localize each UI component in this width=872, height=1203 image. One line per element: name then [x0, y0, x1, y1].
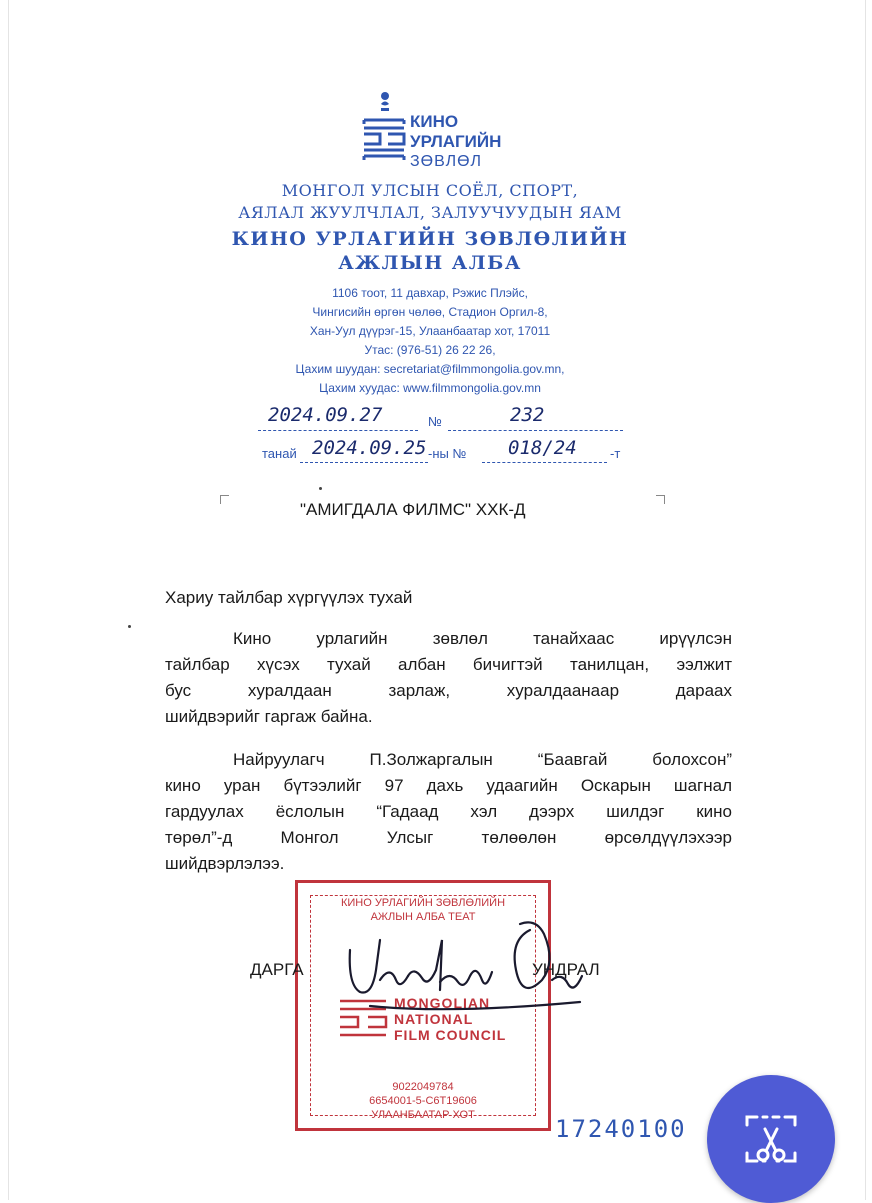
- paragraph-line: гардуулах ёслолын “Гадаад хэл дээрх шилдэг кино: [165, 802, 732, 821]
- signatory-title: ДАРГА: [250, 960, 304, 979]
- address-line: Чингисийн өргөн чөлөө, Стадион Оргил-8,: [312, 305, 548, 319]
- speck: [128, 625, 131, 628]
- stamp-english3: FILM COUNCIL: [394, 1027, 507, 1043]
- paragraph-line: төрөл”-д Монгол Улсыг төлөөлөн өрсөлдүүлэхээр: [165, 828, 732, 847]
- film-council-logo-icon: [360, 88, 408, 174]
- logo-line3: ЗӨВЛӨЛ: [410, 153, 483, 170]
- your-date: 2024.09.25: [312, 437, 427, 459]
- logo-line1: КИНО: [410, 112, 459, 131]
- stamp-city: УЛААНБААТАР ХОТ: [371, 1109, 475, 1121]
- paragraph-1: [165, 626, 732, 730]
- paragraph-line: Найруулагч П.Золжаргалын “Баавгай болохсон”: [233, 750, 732, 769]
- address-line: Хан-Уул дүүрэг-15, Улаанбаатар хот, 17011: [309, 324, 551, 338]
- stamp-english1: MONGOLIAN: [394, 995, 491, 1011]
- stamp-english2: NATIONAL: [394, 1011, 474, 1027]
- address-line: Цахим шуудан: secretariat@filmmongolia.gov.mn,: [295, 362, 565, 376]
- your-label: танай: [262, 446, 297, 461]
- paragraph-line: Кино урлагийн зөвлөл танайхаас ирүүлсэн: [233, 629, 732, 648]
- your-date-underline: [300, 462, 428, 463]
- number-label: №: [428, 414, 442, 429]
- addressee: "АМИГДАЛА ФИЛМС" ХХК-Д: [300, 500, 526, 519]
- your-tail: -т: [610, 446, 621, 461]
- office-line2: АЖЛЫН АЛБА: [338, 252, 522, 274]
- paragraph-line: шийдвэрлэлээ.: [165, 854, 285, 873]
- corner-mark: [656, 495, 665, 504]
- paragraph-line: кино уран бүтээлийг 97 дахь удаагийн Оскарын шагнал: [165, 776, 732, 795]
- address-line: 1106 тоот, 11 давхар, Рэжис Плэйс,: [332, 286, 528, 300]
- stamp-code2: 6654001-5-С6Т19606: [369, 1095, 477, 1107]
- paragraph-line: шийдвэрийг гаргаж байна.: [165, 707, 373, 726]
- paragraph-2: [165, 747, 732, 877]
- address-block: [230, 284, 630, 398]
- address-line: Утас: (976-51) 26 22 26,: [364, 343, 496, 357]
- scissors-capture-icon: [741, 1109, 801, 1169]
- subject-line: Хариу тайлбар хүргүүлэх тухай: [165, 588, 413, 607]
- outgoing-date: 2024.09.27: [268, 404, 383, 426]
- stamp-top-line1: КИНО УРЛАГИЙН ЗӨВЛӨЛИЙН: [340, 897, 506, 909]
- date-underline: [258, 430, 418, 431]
- your-suffix: -ны №: [428, 446, 467, 461]
- logo-wordmark: [410, 112, 501, 172]
- signatory-name: УНДРАЛ: [532, 960, 600, 979]
- paragraph-line: бус хуралдаан зарлаж, хуралдаанаар дараах: [165, 681, 732, 700]
- screenshot-capture-button[interactable]: [707, 1075, 835, 1203]
- stamp-top-line2: АЖЛЫН АЛБА ТЕАТ: [370, 911, 476, 923]
- outgoing-number: 232: [510, 404, 545, 426]
- your-number-underline: [482, 462, 607, 463]
- number-underline: [448, 430, 623, 431]
- stamp-code1: 9022049784: [392, 1081, 454, 1093]
- paragraph-line: тайлбар хүсэх тухай албан бичигтэй танилцан, ээлжит: [165, 655, 732, 674]
- logo-line2: УРЛАГИЙН: [410, 132, 502, 151]
- corner-mark: [220, 495, 229, 504]
- ministry-line2: АЯЛАЛ ЖУУЛЧЛАЛ, ЗАЛУУЧУУДЫН ЯАМ: [238, 203, 622, 222]
- office-line1: КИНО УРЛАГИЙН ЗӨВЛӨЛИЙН: [231, 228, 629, 250]
- your-number: 018/24: [508, 437, 577, 459]
- handwritten-signature: [330, 910, 590, 1030]
- registration-number: 17240100: [555, 1115, 687, 1143]
- speck: [319, 487, 322, 490]
- address-line: Цахим хуудас: www.filmmongolia.gov.mn: [319, 381, 541, 395]
- ministry-line1: МОНГОЛ УЛСЫН СОЁЛ, СПОРТ,: [281, 181, 579, 200]
